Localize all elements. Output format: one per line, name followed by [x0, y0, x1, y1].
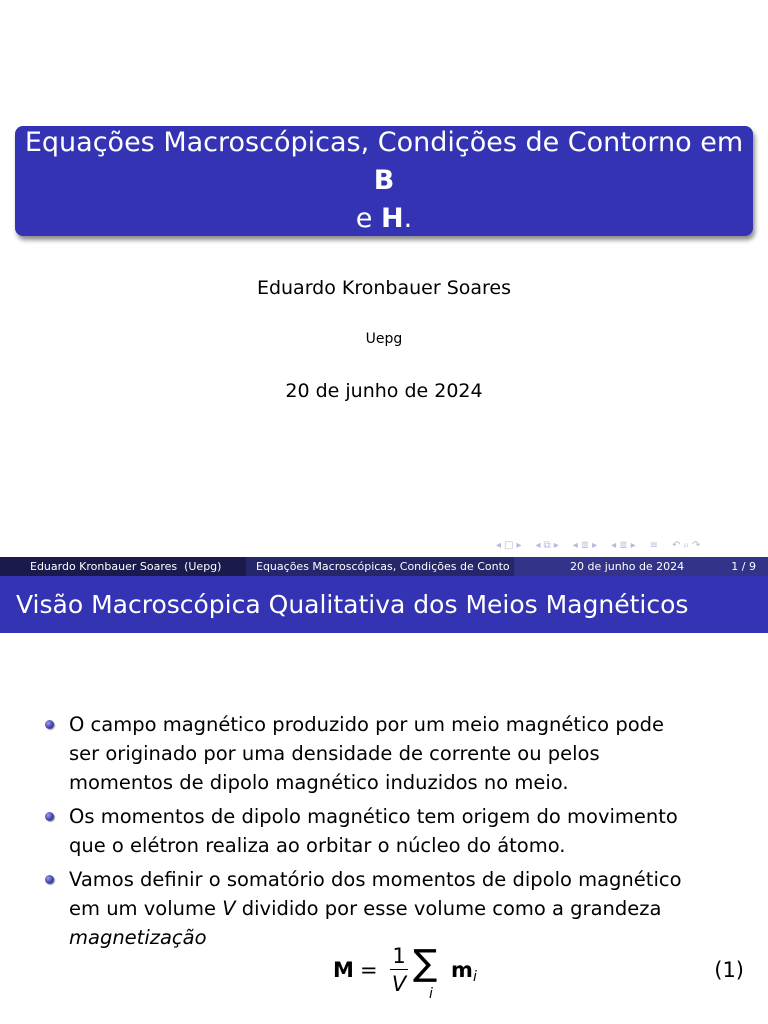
beamer-navigation-bar — [496, 537, 766, 553]
title-box — [15, 126, 753, 236]
title-bold-h: H — [381, 203, 404, 234]
nav-left-arrow-icon[interactable]: ◂ — [611, 539, 617, 551]
title-bold-b: B — [373, 165, 395, 196]
nav-right-arrow-icon[interactable]: ▸ — [553, 539, 559, 551]
fraction-bar — [390, 969, 408, 970]
nav-left-arrow-icon[interactable]: ◂ — [535, 539, 541, 551]
bullet-text: O campo magnético produzido por um meio magnético pode ser originado por uma densidade de corrente ou pelos momentos de dipolo magnético induzidos no meio. — [69, 713, 664, 794]
bullet-icon — [45, 812, 54, 821]
magnetization-equation — [0, 942, 768, 1012]
nav-presentation-icon[interactable]: ≣ — [619, 539, 628, 551]
nav-right-arrow-icon[interactable]: ▸ — [630, 539, 636, 551]
footline-page-number: 1 / 9 — [731, 560, 756, 573]
equation-term: m — [451, 958, 473, 982]
content-slide — [0, 576, 768, 1024]
footline — [0, 557, 768, 576]
nav-back-icon[interactable]: ↶ — [672, 539, 681, 551]
nav-right-arrow-icon[interactable]: ▸ — [516, 539, 522, 551]
nav-frame-icon[interactable]: □ — [504, 539, 514, 551]
footline-author-text: Eduardo Kronbauer Soares (Uepg) — [30, 560, 222, 573]
nav-forward-icon[interactable]: ↷ — [692, 539, 701, 551]
fraction-denominator: V — [391, 972, 407, 996]
title-text-2: e — [355, 203, 381, 234]
footline-date-page — [514, 557, 768, 576]
equation-number: (1) — [714, 958, 744, 982]
nav-section-icon[interactable]: ≣ — [580, 539, 590, 551]
footline-title-text: Equações Macroscópicas, Condições de Conto — [256, 560, 510, 573]
footline-date: 20 de junho de 2024 — [570, 560, 685, 573]
institution: Uepg — [365, 331, 403, 347]
nav-left-arrow-icon[interactable]: ◂ — [572, 539, 578, 551]
nav-find-icon[interactable]: ⌕ — [683, 539, 690, 551]
presentation-date: 20 de junho de 2024 — [285, 380, 483, 402]
author-name: Eduardo Kronbauer Soares — [256, 277, 512, 299]
volume-variable: V — [222, 897, 236, 920]
nav-subsection-icon[interactable]: ⧉ — [543, 539, 551, 551]
bullet-list — [0, 710, 700, 957]
footline-title — [246, 557, 514, 576]
list-item — [0, 710, 700, 797]
footline-author — [0, 557, 246, 576]
equation-equals: = — [360, 958, 378, 982]
fraction-numerator: 1 — [392, 944, 406, 968]
equation-lhs: M — [333, 958, 354, 982]
equation-subscript: i — [473, 969, 477, 985]
summation-symbol: ∑ — [413, 943, 438, 984]
summation-index: i — [429, 986, 433, 1002]
frame-title: Visão Macroscópica Qualitativa dos Meios Magnéticos — [0, 576, 768, 633]
title-period: . — [403, 203, 413, 234]
list-item — [0, 865, 700, 952]
list-item — [0, 802, 700, 860]
emphasized-term: magnetização — [69, 926, 207, 949]
bullet-text: Os momentos de dipolo magnético tem origem do movimento que o elétron realiza ao orbitar o núcleo do átomo. — [69, 805, 678, 857]
bullet-icon — [45, 720, 54, 729]
equation-fraction — [390, 944, 408, 996]
bullet-text: Vamos definir o somatório dos momentos de dipolo magnético em um volume — [69, 868, 682, 920]
title-text-1: Equações Macroscópicas, Condições de Contorno em — [24, 127, 744, 158]
bullet-text: dividido por esse volume como a grandeza — [235, 897, 662, 920]
nav-left-arrow-icon[interactable]: ◂ — [496, 539, 502, 551]
bullet-icon — [45, 875, 54, 884]
presentation-title — [15, 124, 753, 238]
nav-right-arrow-icon[interactable]: ▸ — [592, 539, 598, 551]
nav-align-icon[interactable]: ≡ — [649, 539, 659, 551]
